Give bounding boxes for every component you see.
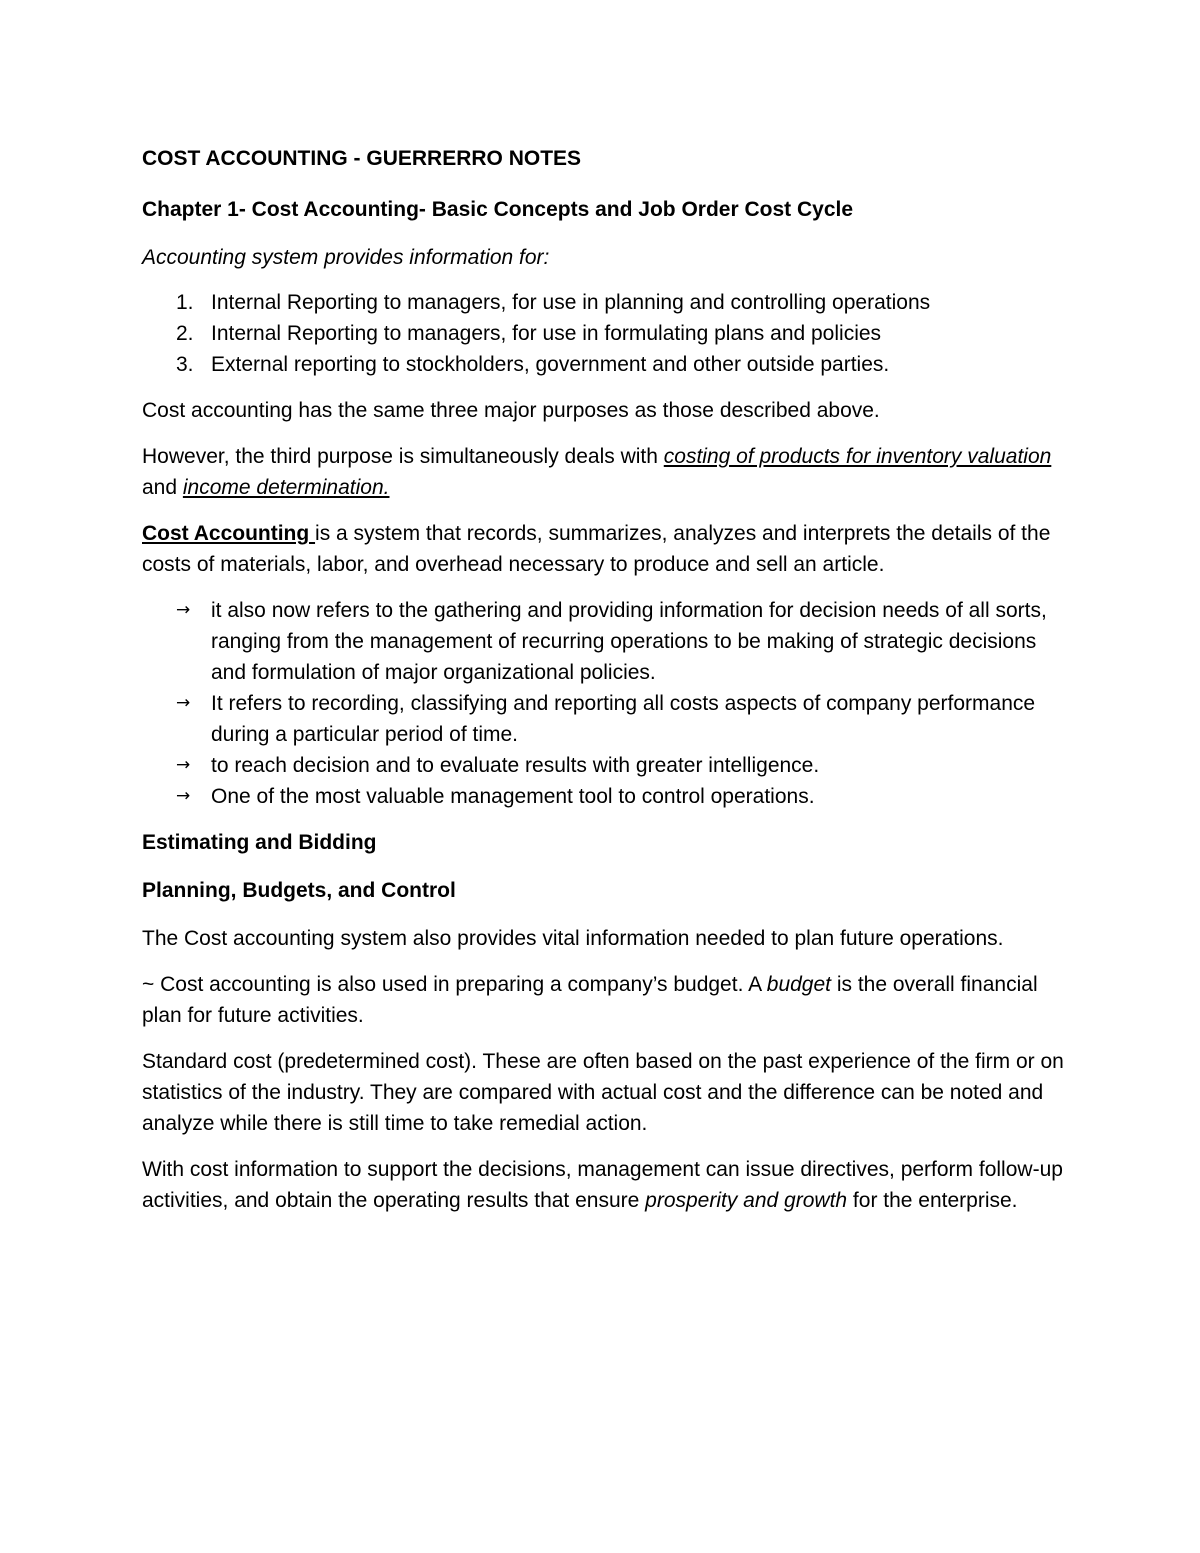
list-item-text: to reach decision and to evaluate results with greater intelligence.: [211, 754, 820, 777]
list-item: [142, 595, 1072, 688]
paragraph-text: is the overall financial plan for future activities.: [142, 973, 1038, 1027]
definition-text: is a system that records, summarizes, analyzes and interprets the details of the costs of materials, labor, and overhead necessary to produce and sell an article.: [142, 522, 1051, 576]
paragraph-text: With cost information to support the decisions, management can issue directives, perform follow-up activities, and obtain the operating results that ensure: [142, 1158, 1063, 1212]
paragraph-definition: [142, 518, 1072, 580]
paragraph-purposes: Cost accounting has the same three major purposes as those described above.: [142, 399, 880, 422]
list-item-text: Internal Reporting to managers, for use in formulating plans and policies: [211, 322, 882, 345]
paragraph-text: ~ Cost accounting is also used in preparing a company’s budget. A: [142, 973, 767, 996]
list-number: 1.: [176, 291, 194, 314]
underlined-phrase-income: income determination.: [182, 476, 390, 499]
list-item: [142, 287, 1072, 318]
document-page: [142, 143, 1072, 1231]
list-item-text: It refers to recording, classifying and reporting all costs aspects of company performance during a particular period of time.: [211, 692, 1036, 746]
arrow-right-icon: →: [176, 693, 191, 713]
list-item: [142, 781, 1072, 812]
paragraph-plan-future: The Cost accounting system also provides vital information needed to plan future operations.: [142, 927, 1004, 950]
definition-term: Cost Accounting: [142, 522, 316, 545]
arrow-right-icon: →: [176, 600, 191, 620]
list-item: [142, 318, 1072, 349]
chapter-heading: Chapter 1- Cost Accounting- Basic Concepts and Job Order Cost Cycle: [142, 198, 854, 221]
paragraph-standard-cost: Standard cost (predetermined cost). These are often based on the past experience of the firm or on statistics of the industry. They are compared with actual cost and the difference can be noted and analyze while there is still time to take remedial action.: [142, 1050, 1064, 1135]
list-item: [142, 750, 1072, 781]
list-number: 3.: [176, 353, 194, 376]
paragraph-budget: [142, 969, 1072, 1031]
underlined-phrase-costing: costing of products for inventory valuation: [663, 445, 1052, 468]
paragraph-text: and: [142, 476, 183, 499]
emphasis-prosperity: prosperity and growth: [645, 1189, 848, 1212]
list-item-text: Internal Reporting to managers, for use in planning and controlling operations: [211, 291, 931, 314]
intro-text: Accounting system provides information for:: [142, 246, 550, 269]
emphasis-budget: budget: [766, 973, 831, 996]
paragraph-third-purpose: [142, 441, 1072, 503]
paragraph-cost-information: [142, 1154, 1072, 1216]
paragraph-text: However, the third purpose is simultaneously deals with: [142, 445, 664, 468]
list-item: [142, 349, 1072, 380]
list-item-text: External reporting to stockholders, government and other outside parties.: [211, 353, 890, 376]
arrow-right-icon: →: [176, 786, 191, 806]
document-title: COST ACCOUNTING - GUERRERRO NOTES: [142, 147, 582, 170]
arrow-points-list: [142, 595, 1072, 812]
section-heading-estimating: Estimating and Bidding: [142, 831, 377, 854]
purposes-list: [142, 287, 1072, 380]
list-item: [142, 688, 1072, 750]
list-item-text: One of the most valuable management tool to control operations.: [211, 785, 815, 808]
list-number: 2.: [176, 322, 194, 345]
list-item-text: it also now refers to the gathering and providing information for decision needs of all sorts, ranging from the management of recurring operations to be making of strategic decisions and formulation of major organizational policies.: [211, 599, 1047, 684]
paragraph-text: for the enterprise.: [847, 1189, 1018, 1212]
section-heading-planning: Planning, Budgets, and Control: [142, 879, 456, 902]
arrow-right-icon: →: [176, 755, 191, 775]
